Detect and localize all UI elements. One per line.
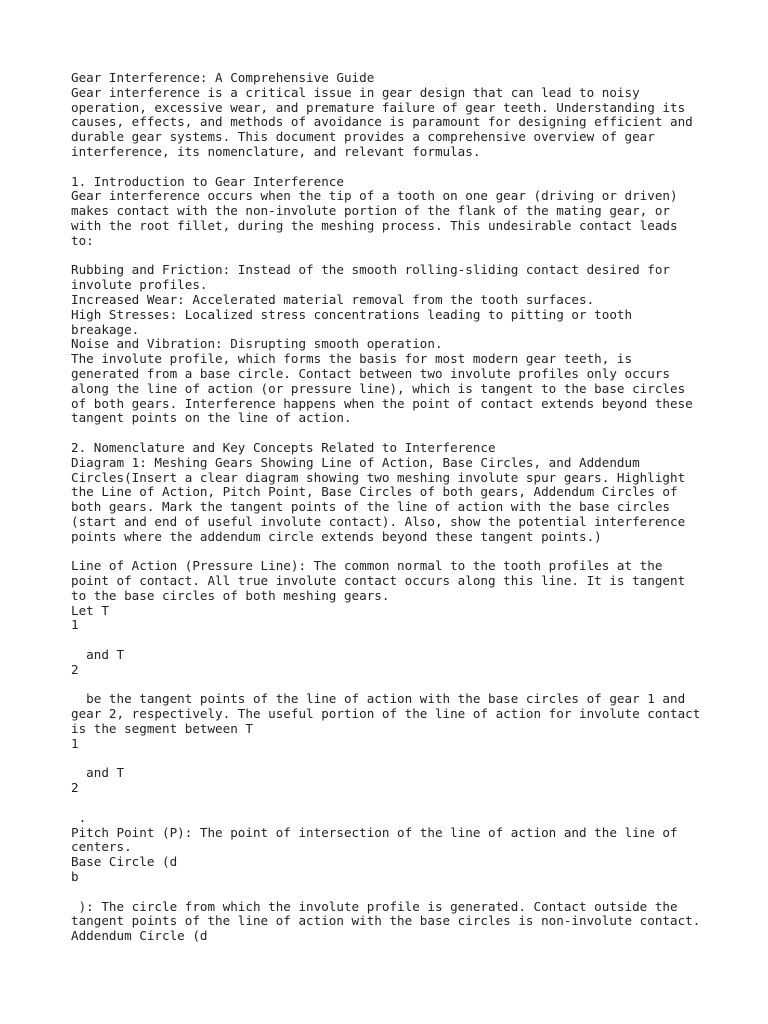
body-text-line: Let T: [71, 602, 109, 618]
body-text-line: with the root fillet, during the meshing process. This undesirable contact leads: [71, 217, 678, 233]
intro-paragraph-line: causes, effects, and methods of avoidance is paramount for designing efficient and: [71, 114, 693, 130]
diagram-placeholder-line: (start and end of useful involute contact). Also, show the potential interference: [71, 513, 686, 529]
blank-line: [71, 885, 711, 900]
body-text-line: Addendum Circle (d: [71, 928, 208, 944]
list-item-line: involute profiles.: [71, 277, 208, 293]
document-title: Gear Interference: A Comprehensive Guide: [71, 70, 375, 85]
blank-line: [71, 545, 711, 560]
subscript-fragment: 1: [71, 617, 79, 633]
section-heading: 2. Nomenclature and Key Concepts Related to Interference: [71, 439, 496, 455]
document-page: [71, 71, 711, 944]
diagram-placeholder-line: the Line of Action, Pitch Point, Base Circles of both gears, Addendum Circles of: [71, 484, 678, 500]
blank-line: [71, 796, 711, 811]
subscript-fragment: b: [71, 869, 79, 885]
diagram-placeholder-line: Circles(Insert a clear diagram showing two meshing involute spur gears. Highlight: [71, 469, 686, 485]
body-text-line: tangent points on the line of action.: [71, 410, 352, 426]
intro-paragraph-line: interference, its nomenclature, and relevant formulas.: [71, 143, 481, 159]
intro-paragraph-line: durable gear systems. This document provides a comprehensive overview of gear: [71, 129, 655, 145]
subscript-fragment: 2: [71, 780, 79, 796]
body-text-line: of both gears. Interference happens when the point of contact extends beyond these: [71, 395, 693, 411]
body-text-line: The involute profile, which forms the basis for most modern gear teeth, is: [71, 351, 633, 367]
blank-line: [71, 160, 711, 175]
subscript-fragment: 2: [71, 661, 79, 677]
body-text-line: generated from a base circle. Contact between two involute profiles only occurs: [71, 365, 670, 381]
body-text-line: be the tangent points of the line of action with the base circles of gear 1 and: [71, 691, 686, 707]
body-text-line: is the segment between T: [71, 721, 253, 737]
blank-line: [71, 426, 711, 441]
body-text-line: makes contact with the non-involute portion of the flank of the mating gear, or: [71, 203, 670, 219]
diagram-placeholder-line: both gears. Mark the tangent points of the line of action with the base circles: [71, 499, 670, 515]
blank-line: [71, 752, 711, 767]
body-text-line: along the line of action (or pressure line), which is tangent to the base circles: [71, 380, 686, 396]
intro-paragraph-line: operation, excessive wear, and premature failure of gear teeth. Understanding its: [71, 99, 686, 115]
body-text-line: point of contact. All true involute contact occurs along this line. It is tangent: [71, 573, 686, 589]
body-text-line: tangent points of the line of action with the base circles is non-involute contact.: [71, 913, 701, 929]
blank-line: [71, 249, 711, 264]
body-text-line: to:: [71, 232, 94, 248]
body-text-line: .: [71, 809, 87, 825]
list-item-line: Rubbing and Friction: Instead of the smooth rolling-sliding contact desired for: [71, 262, 670, 278]
list-item-line: breakage.: [71, 321, 140, 337]
intro-paragraph-line: Gear interference is a critical issue in gear design that can lead to noisy: [71, 84, 640, 100]
list-item-line: Noise and Vibration: Disrupting smooth operation.: [71, 336, 443, 352]
body-text-line: Pitch Point (P): The point of intersection of the line of action and the line of: [71, 824, 678, 840]
diagram-placeholder-line: points where the addendum circle extends beyond these tangent points.): [71, 528, 602, 544]
body-text-line: centers.: [71, 839, 132, 855]
diagram-placeholder-line: Diagram 1: Meshing Gears Showing Line of Action, Base Circles, and Addendum: [71, 454, 640, 470]
list-item-line: Increased Wear: Accelerated material removal from the tooth surfaces.: [71, 291, 595, 307]
blank-line: [71, 678, 711, 693]
list-item-line: High Stresses: Localized stress concentrations leading to pitting or tooth: [71, 306, 633, 322]
body-text-line: and T: [71, 765, 125, 781]
subscript-fragment: 1: [71, 735, 79, 751]
section-heading: 1. Introduction to Gear Interference: [71, 173, 344, 189]
body-text-line: to the base circles of both meshing gears.: [71, 587, 390, 603]
body-text-line: and T: [71, 647, 125, 663]
blank-line: [71, 633, 711, 648]
body-text-line: Base Circle (d: [71, 854, 178, 870]
body-text-line: Line of Action (Pressure Line): The common normal to the tooth profiles at the: [71, 558, 663, 574]
body-text-line: gear 2, respectively. The useful portion of the line of action for involute contact: [71, 706, 701, 722]
body-text-line: ): The circle from which the involute profile is generated. Contact outside the: [71, 898, 678, 914]
body-text-line: Gear interference occurs when the tip of a tooth on one gear (driving or driven): [71, 188, 678, 204]
